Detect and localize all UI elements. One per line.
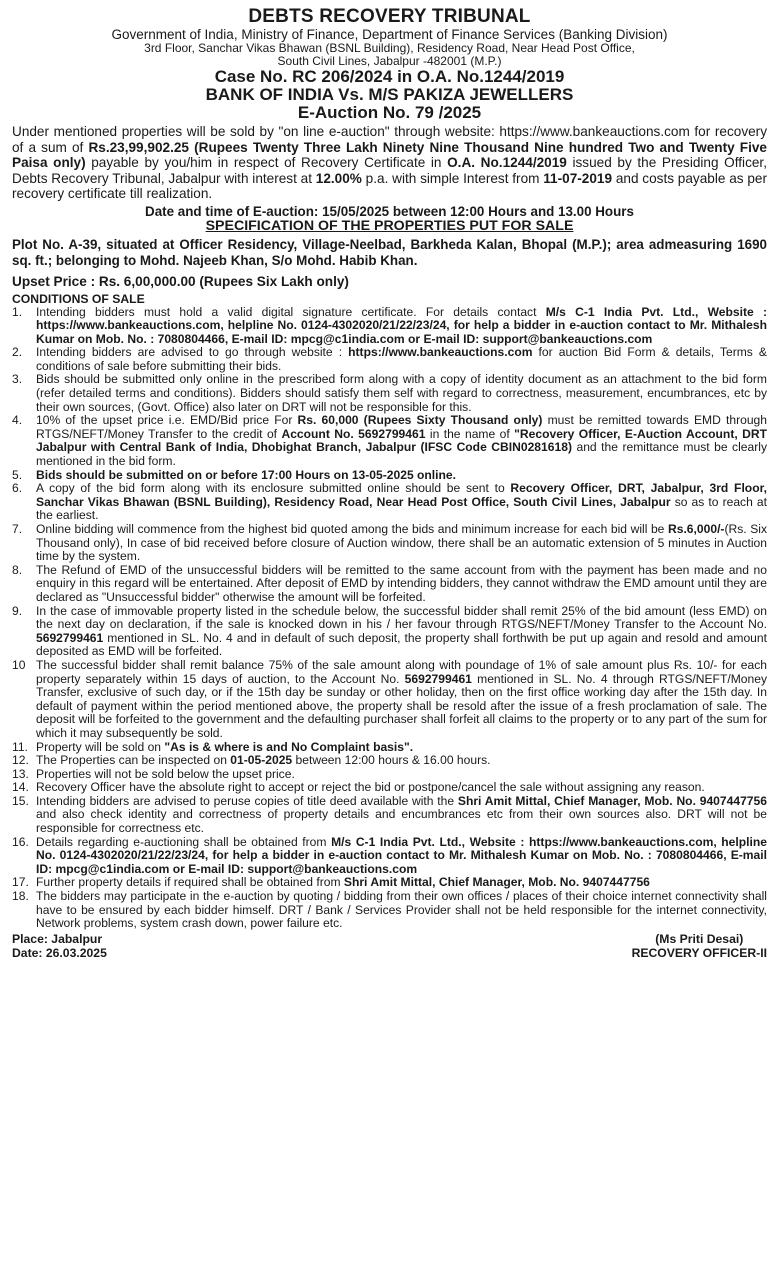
condition-item <box>12 523 767 564</box>
condition-text-run: Rs.6,000/- <box>667 522 725 536</box>
condition-item <box>12 754 767 768</box>
condition-number: 12. <box>12 753 29 768</box>
condition-text-run: Property will be sold on <box>36 739 165 754</box>
condition-text <box>36 346 767 373</box>
condition-text-run: Account No. 5692799461 <box>281 426 426 441</box>
property-description: Plot No. A-39, situated at Officer Residency, Village-Neelbad, Barkheda Kalan, Bhopal (M.P.); area admeasuring 1690 sq. ft.; belonging to Mohd. Najeeb Khan, S/o Mohd. Habib Khan. <box>12 236 767 268</box>
condition-number: 18. <box>12 889 29 904</box>
condition-text <box>36 781 767 795</box>
condition-text-run: mentioned in SL. No. 4 and in default of such deposit, the property shall forthwith be put up again and resold and amount deposited as EMD will be forfeited. <box>36 630 767 659</box>
condition-item <box>12 741 767 755</box>
condition-item <box>12 306 767 347</box>
condition-text <box>36 795 767 836</box>
condition-number: 1. <box>12 304 23 319</box>
condition-text-run: in the name of <box>425 426 515 441</box>
condition-item <box>12 373 767 414</box>
condition-item <box>12 414 767 468</box>
condition-text-run: mentioned in SL. No. 4 through RTGS/NEFT/Money Transfer, exclusive of such day, or if the 15th day be sunday or other holiday, then on the first office working day after the 15th day. In default of payment within the period mentioned above, the property shall be resold after the issue of a fresh proclamation of sale. The deposit will be forfeited to the government and the defaulting purchaser shall forfeit all claims to the property or to any part of the sum for which it may subsequently be sold. <box>36 671 767 740</box>
condition-text-run: so as to reach at the earliest. <box>36 494 767 523</box>
condition-number: 13. <box>12 766 29 781</box>
condition-text <box>36 754 767 768</box>
condition-text <box>36 469 767 483</box>
condition-item <box>12 768 767 782</box>
condition-text-run: for auction Bid Form & details, Terms & conditions of sale before submitting their bids. <box>36 345 767 373</box>
condition-number: 4. <box>12 413 23 428</box>
condition-number: 5. <box>12 467 23 482</box>
condition-text-run: and also check identity and correctness of property details and encumbrances etc from their own sources also. DRT will not be responsible for correctness etc. <box>36 807 767 836</box>
condition-text-run: 5692799461 <box>36 630 104 645</box>
condition-number: 9. <box>12 603 23 618</box>
place: Place: Jabalpur <box>12 931 103 946</box>
condition-text-run: A copy of the bid form along with its enclosure submitted online should be sent to <box>36 481 511 496</box>
condition-text-run: "Recovery Officer, E-Auction Account, DRT Jabalpur with Central Bank of India, Dhobighat Branch, Jabalpur (IFSC Code CBIN0281618) <box>36 426 767 455</box>
auction-number: E-Auction No. 79 /2025 <box>297 103 482 122</box>
notice-footer <box>12 932 767 960</box>
intro-paragraph <box>12 124 767 202</box>
condition-item <box>12 346 767 373</box>
condition-text <box>36 876 767 890</box>
officer-title: RECOVERY OFFICER-II <box>631 945 767 960</box>
intro-text-5: and costs payable as per recovery certificate till realization. <box>12 170 767 201</box>
condition-text-run: Bids should be submitted on or before 17:00 Hours on 13-05-2025 online. <box>36 467 457 482</box>
condition-item <box>12 482 767 523</box>
condition-text-run: M/s C-1 India Pvt. Ltd., Website : https://www.bankeauctions.com, helpline No. 0124-4302020/21/22/23/24, for help a bidder in e-auction contact to Mr. Mithalesh Kumar on Mob. No. : 7080804466, E-mail ID: mpcg@c1india.com or E-mail ID: support@bankeauctions.com <box>36 304 767 346</box>
condition-text-run: 10% of the upset price i.e. EMD/Bid price For <box>36 413 298 428</box>
condition-text-run: "As is & where is and No Complaint basis". <box>164 739 414 754</box>
condition-text-run: Shri Amit Mittal, Chief Manager, Mob. No. 9407447756 <box>457 793 767 808</box>
condition-number: 14. <box>12 780 29 795</box>
condition-item <box>12 605 767 659</box>
condition-text-run: Online bidding will commence from the highest bid quoted among the bids and minimum increase for each bid will be <box>36 522 668 536</box>
condition-text-run: 01-05-2025 <box>230 753 293 768</box>
upset-price: Upset Price : Rs. 6,00,000.00 (Rupees Six Lakh only) <box>12 273 349 289</box>
tribunal-title: DEBTS RECOVERY TRIBUNAL <box>248 6 531 27</box>
condition-text <box>36 605 767 659</box>
condition-text-run: Further property details if required shall be obtained from <box>36 875 344 890</box>
oa-number: O.A. No.1244/2019 <box>447 155 567 170</box>
condition-item <box>12 836 767 877</box>
interest-from-date: 11-07-2019 <box>543 170 613 186</box>
condition-item <box>12 795 767 836</box>
intro-text-2: payable by you/him in respect of Recovery Certificate in <box>85 155 448 170</box>
intro-text-3: issued by the Presiding Officer, Debts Recovery Tribunal, Jabalpur with interest at <box>12 155 767 186</box>
condition-text-run: Recovery Officer, DRT, Jabalpur, 3rd Floor, Sanchar Vikas Bhawan (BSNL Building), Residency Road, Near Head Post Office, South Civil Lines, Jabalpur <box>36 481 767 509</box>
condition-text-run: Intending bidders are advised to peruse copies of title deed available with the <box>36 793 458 808</box>
condition-text-run: Shri Amit Mittal, Chief Manager, Mob. No. 9407447756 <box>343 875 650 890</box>
condition-text-run: https://www.bankeauctions.com <box>348 345 533 360</box>
condition-text-run: must be remitted towards EMD through RTGS/NEFT/Money Transfer to the credit of <box>36 413 767 441</box>
notice-header <box>12 6 767 122</box>
condition-text-run: Recovery Officer have the absolute right to accept or reject the bid or postpone/cancel the sale without assigning any reason. <box>36 780 705 795</box>
condition-number: 2. <box>12 345 23 360</box>
place-date-block <box>12 932 107 960</box>
condition-item <box>12 781 767 795</box>
condition-number: 15. <box>12 793 29 808</box>
ministry-line: Government of India, Ministry of Finance, Department of Finance Services (Banking Division) <box>111 27 668 42</box>
condition-number: 3. <box>12 372 23 387</box>
date: Date: 26.03.2025 <box>12 945 107 960</box>
condition-item <box>12 890 767 931</box>
officer-name: (Ms Priti Desai) <box>655 931 744 946</box>
condition-text-run: (Rs. Six Thousand only), In case of bid received before closure of Auction window, there shall be an automatic extension of 5 minutes in Auction time by the system. <box>36 522 768 564</box>
condition-text <box>36 768 767 782</box>
condition-text <box>36 890 767 931</box>
case-parties: BANK OF INDIA Vs. M/S PAKIZA JEWELLERS <box>205 85 574 104</box>
condition-text-run: and the remittance must be clearly mentioned in the bid form. <box>36 440 767 469</box>
condition-text-run: Bids should be submitted only online in the prescribed form along with a copy of identity document as an attachment to the bid form (refer detailed terms and conditions). Bidders should satisfy them self with regard to correctness, measurement, encumbrances, etc by their own sources, (Govt. Office) also later on DRT will not be responsible for this. <box>36 372 767 414</box>
conditions-list <box>12 306 767 931</box>
condition-text-run: The bidders may participate in the e-auction by quoting / bidding from their own offices / places of their choice internet connectivity shall have to be ensured by each bidder himself. DRT / Bank / Services Provider shall not be held responsible for the internet connectivity, Network problems, system crash down, power failure etc. <box>36 889 767 931</box>
condition-text <box>36 741 767 755</box>
condition-text <box>36 482 767 523</box>
auction-datetime: Date and time of E-auction: 15/05/2025 between 12:00 Hours and 13.00 Hours <box>145 203 634 219</box>
condition-number: 11. <box>12 739 28 754</box>
condition-text-run: M/s C-1 India Pvt. Ltd., Website : https://www.bankeauctions.com, helpline No. 0124-4302020/21/22/23/24, for help a bidder in e-auction contact to Mr. Mithalesh Kumar on Mob. No. : 7080804466, E-mail ID: mpcg@c1india.com or E-mail ID: support@bankeauctions.com <box>36 834 767 876</box>
intro-text-1: Under mentioned properties will be sold by "on line e-auction" through website: https://www.bankeauctions.com for recovery of a sum of <box>12 124 767 155</box>
condition-number: 8. <box>12 562 23 577</box>
condition-item <box>12 876 767 890</box>
condition-text-run: The successful bidder shall remit balance 75% of the sale amount along with poundage of 1% of sale amount plus Rs. 10/- for each property separately within 15 days of auction, to the Account No. <box>36 657 767 686</box>
specification-title: SPECIFICATION OF THE PROPERTIES PUT FOR SALE <box>205 217 574 234</box>
signatory-block <box>632 932 767 960</box>
condition-text-run: 5692799461 <box>404 671 472 686</box>
condition-text-run: Details regarding e-auctioning shall be obtained from <box>36 834 332 849</box>
condition-text-run: Rs. 60,000 (Rupees Sixty Thousand only) <box>297 413 543 428</box>
condition-text <box>36 373 767 414</box>
condition-text-run: The Properties can be inspected on <box>36 753 231 768</box>
address-line-2: South Civil Lines, Jabalpur -482001 (M.P.) <box>277 54 502 68</box>
condition-number: 16. <box>12 834 29 849</box>
condition-text <box>36 306 767 347</box>
condition-text-run: Intending bidders are advised to go through website : <box>36 345 349 360</box>
condition-number: 17. <box>12 875 29 890</box>
condition-text-run: The Refund of EMD of the unsuccessful bidders will be remitted to the same account from with the payment has been made and no enquiry in this regard will be entertained. After deposit of EMD by intending bidders, they cannot withdraw the EMD amount until they are declared as "Unsuccessful bidder" otherwise the amount will be forfeited. <box>36 562 767 604</box>
condition-text <box>36 523 767 564</box>
condition-text <box>36 836 767 877</box>
condition-text <box>36 564 767 605</box>
interest-rate: 12.00% <box>315 170 362 186</box>
condition-item <box>12 564 767 605</box>
condition-number: 6. <box>12 481 23 496</box>
condition-number: 7. <box>12 522 23 536</box>
intro-text-4: p.a. with simple Interest from <box>361 170 544 186</box>
condition-text-run: Intending bidders must hold a valid digital signature certificate. For details contact <box>36 304 546 319</box>
conditions-title: CONDITIONS OF SALE <box>12 291 145 306</box>
address-line-1: 3rd Floor, Sanchar Vikas Bhawan (BSNL Building), Residency Road, Near Head Post Office, <box>144 41 635 55</box>
condition-item <box>12 659 767 741</box>
condition-text-run: In the case of immovable property listed in the schedule below, the successful bidder shall remit 25% of the bid amount (less EMD) on the next day on declaration, if the sale is knocked down in his / her favour through RTGS/NEFT/Money Transfer to the Account No. <box>36 603 767 632</box>
condition-text <box>36 659 767 741</box>
condition-number: 10 <box>12 657 26 672</box>
condition-text-run: between 12:00 hours & 16.00 hours. <box>292 753 491 768</box>
condition-text <box>36 414 767 468</box>
recovery-amount: Rs.23,99,902.25 (Rupees Twenty Three Lakh Ninety Nine Thousand Nine hundred Two and Twenty Five Paisa only) <box>12 139 767 170</box>
case-number: Case No. RC 206/2024 in O.A. No.1244/2019 <box>214 67 565 86</box>
condition-text-run: Properties will not be sold below the upset price. <box>36 766 295 781</box>
condition-item <box>12 469 767 483</box>
